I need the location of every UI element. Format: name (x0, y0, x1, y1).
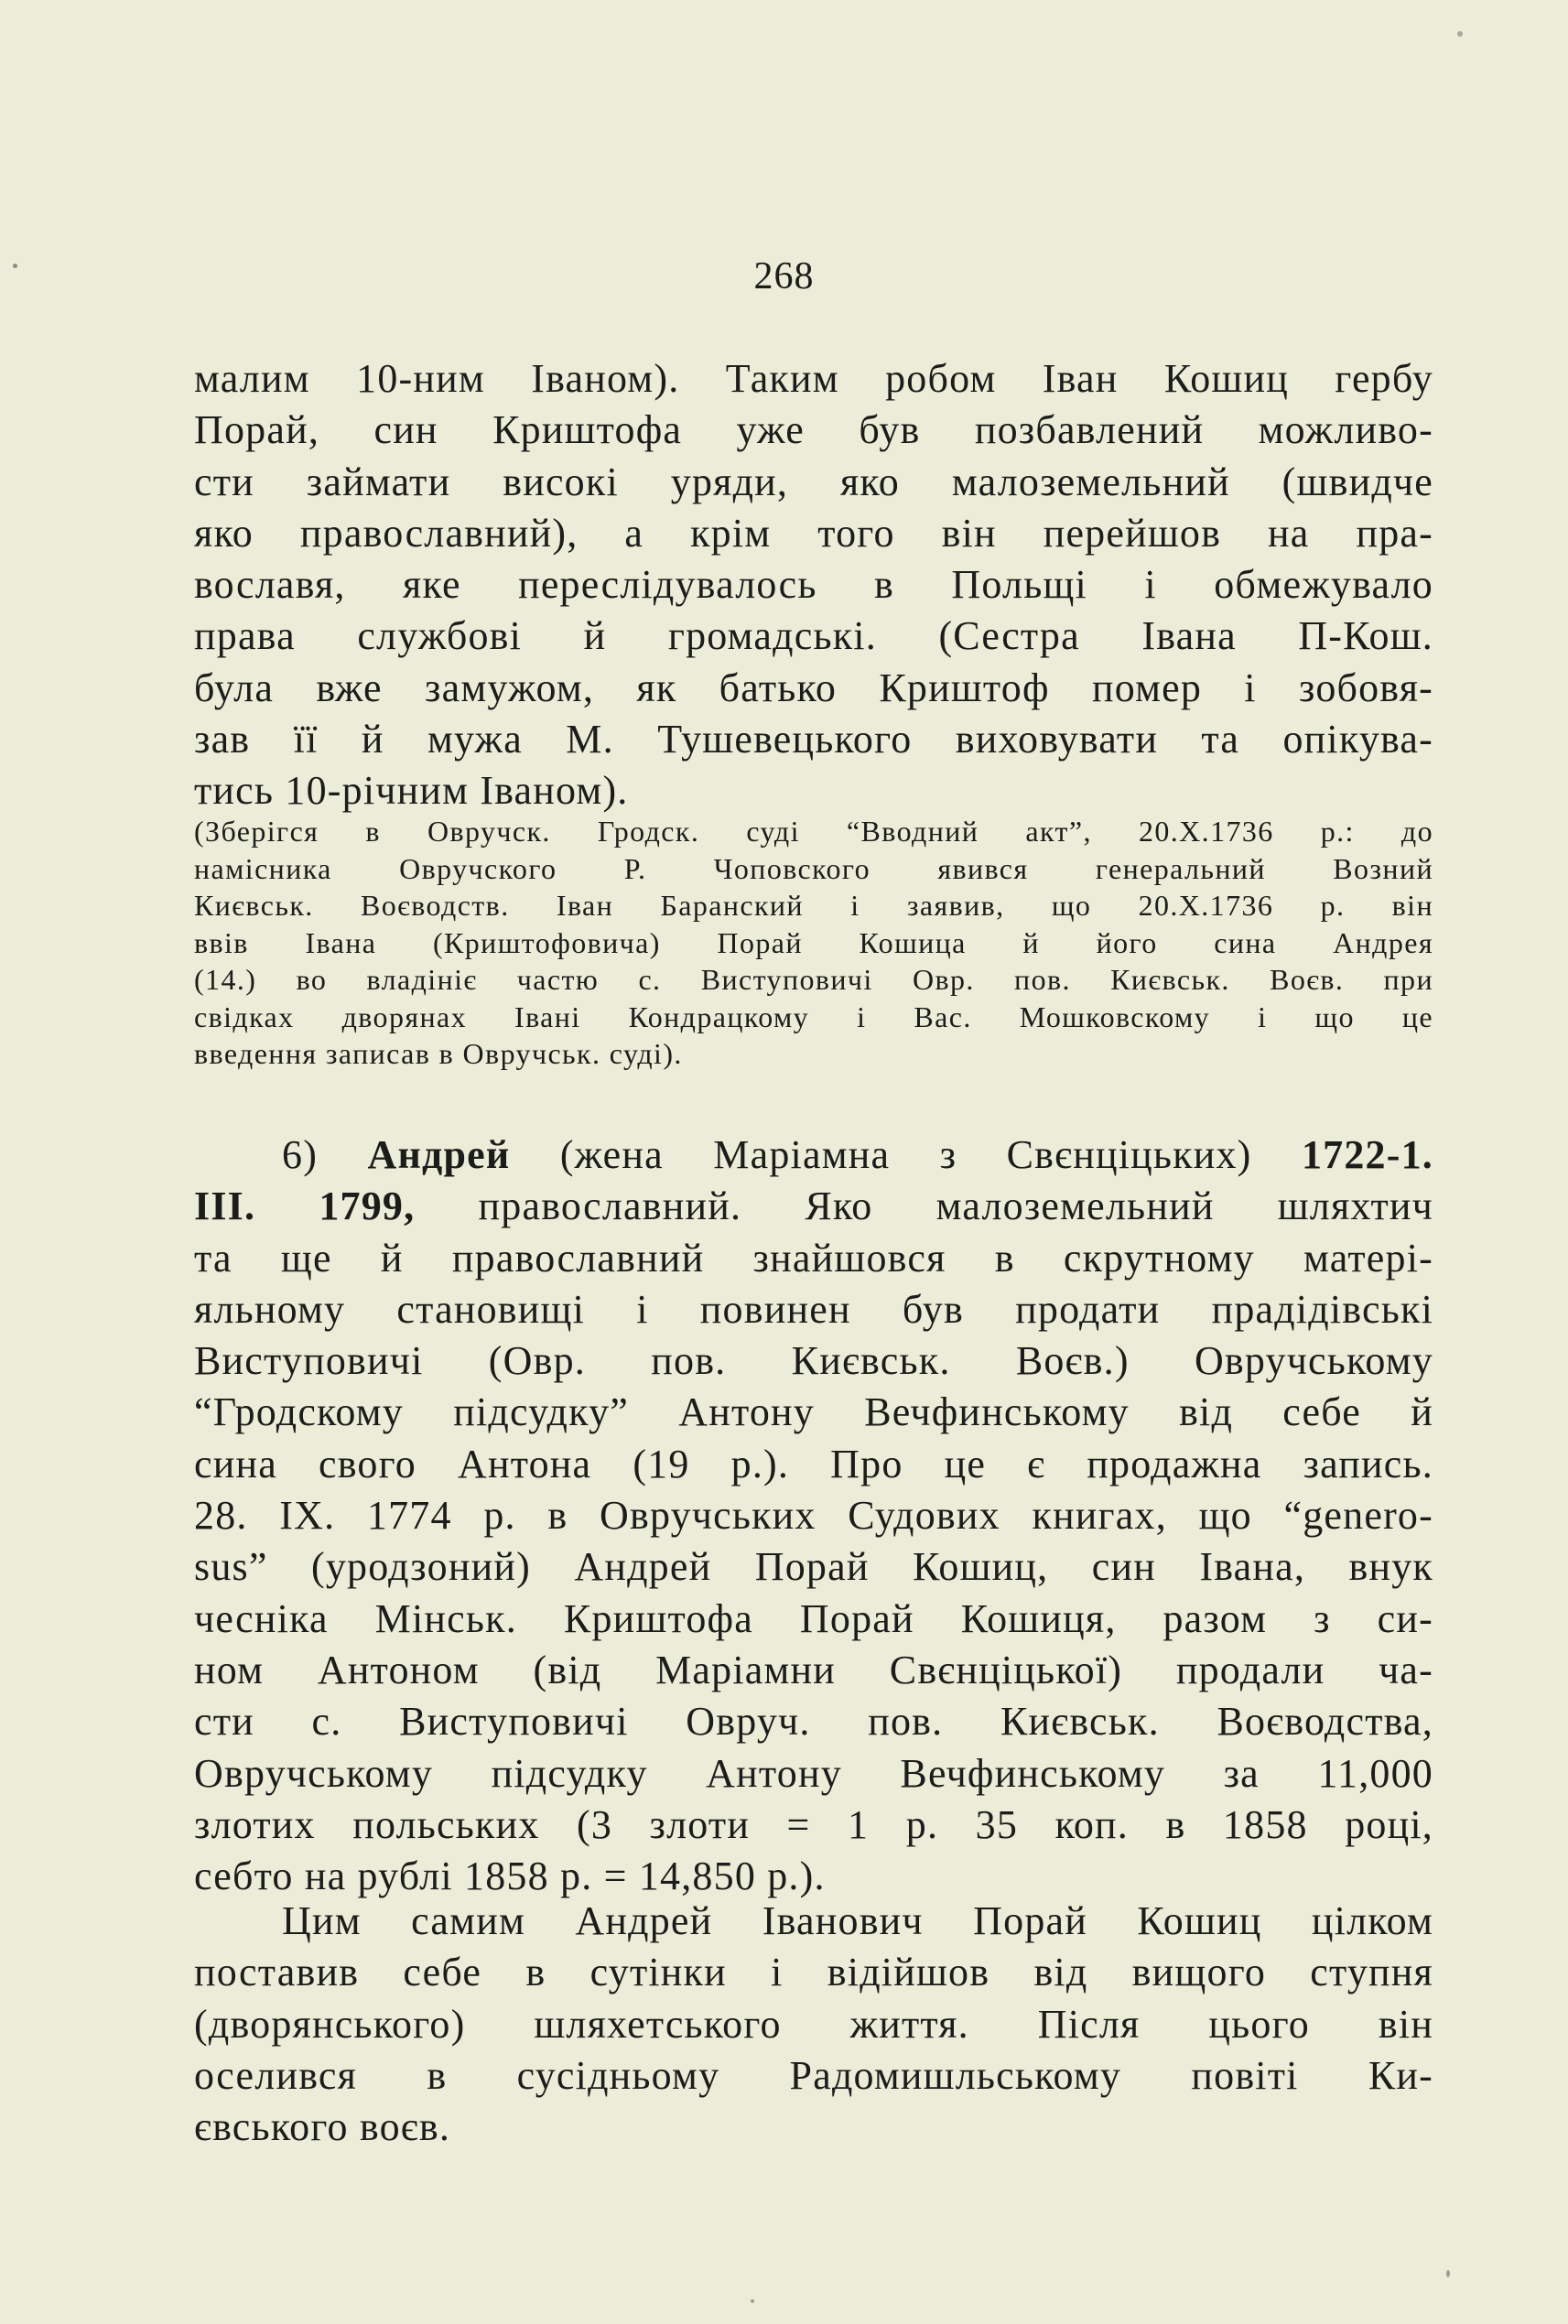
text-line: ном Антоном (від Маріамни Свєнціцької) продали ча- (194, 1647, 1433, 1692)
text-line: поставив себе в сутінки і відійшов від вищого ступня (194, 1950, 1433, 1995)
scan-speck (1446, 2270, 1450, 2277)
text-line: чесніка Мінськ. Криштофа Порай Кошиця, разом з си- (194, 1595, 1433, 1641)
text-line: вославя, яке переслідувалось в Польщі і обмежувало (194, 562, 1433, 608)
note-line: (14.) во владініє частю с. Виступовичі Овр. пов. Києвськ. Воєв. при (194, 963, 1433, 996)
note-line: намісника Овручского Р. Чоповского явився генеральний Возний (194, 851, 1433, 885)
life-dates-end: ІІІ. 1799, (194, 1184, 416, 1229)
note-line: свідках дворянах Івані Кондрацкому і Вас. Мошковскому і що це (194, 1000, 1433, 1033)
text-line: зав її й мужа М. Тушевецького виховувати та опікува- (194, 717, 1433, 762)
spouse-note: (жена Маріамна з Свєнціцьких) (559, 1132, 1252, 1177)
text-line: Цим самим Андрей Іванович Порай Кошиц цілком (282, 1898, 1433, 1943)
text-line: злотих польських (3 злоти = 1 р. 35 коп. в 1858 році, (194, 1801, 1433, 1847)
paragraph-3 (194, 1896, 1433, 2153)
archival-note (194, 813, 1433, 1073)
scan-speck (751, 2299, 754, 2303)
life-dates-start: 1722-1. (1301, 1132, 1433, 1177)
note-line: введення записав в Овручськ. суді). (194, 1037, 683, 1070)
text-line: малим 10-ним Іваном). Таким робом Іван Кошиц гербу (194, 356, 1433, 401)
text-line: євського воєв. (194, 2104, 451, 2150)
text-line: сина свого Антона (19 р.). Про це є продажна запись. (194, 1441, 1433, 1486)
text-line: “Гродскому підсудку” Антону Вечфинському від себе й (194, 1389, 1433, 1435)
text-line: яко православний), а крім того він перейшов на пра- (194, 510, 1433, 556)
entry-number: 6) (282, 1132, 319, 1177)
paragraph-1 (194, 353, 1433, 817)
text-line: була вже замужом, як батько Криштоф помер і зобовя- (194, 665, 1433, 710)
paragraph-2 (194, 1130, 1433, 1902)
note-line: (Зберігся в Овручск. Гродск. суді “Вводний акт”, 20.Х.1736 р.: до (194, 815, 1433, 848)
page-number: 268 (753, 255, 815, 297)
text-line: оселився в сусідньому Радомишльському повіті Ки- (194, 2052, 1433, 2098)
text-line: тись 10-річним Іваном). (194, 768, 629, 814)
note-line: ввів Івана (Криштофовича) Порай Кошица й його сина Андрея (194, 925, 1433, 959)
text-line: sus” (уродзоний) Андрей Порай Кошиц, син Івана, внук (194, 1544, 1433, 1590)
text-line: Виступовичі (Овр. пов. Києвськ. Воєв.) Овручському (194, 1338, 1433, 1384)
text-line: Овручському підсудку Антону Вечфинському за 11,000 (194, 1750, 1433, 1796)
scan-speck (13, 264, 17, 268)
text-line: сти займати високі уряди, яко малоземельний (швидче (194, 459, 1433, 504)
text-line: ІІІ. 1799, православний. Яко малоземельний шляхтич (194, 1184, 1434, 1229)
text-line (194, 1130, 1433, 1181)
text-line: себто на рублі 1858 р. = 14,850 р.). (194, 1854, 826, 1899)
note-line: Києвськ. Воєводств. Іван Баранский і заявив, що 20.Х.1736 р. він (194, 889, 1433, 922)
scan-speck (1457, 31, 1463, 37)
text-line: Порай, син Криштофа уже був позбавлений можливо- (194, 407, 1433, 453)
text-line: (дворянського) шляхетського життя. Після цього він (194, 2001, 1433, 2047)
text-line: та ще й православний знайшовся в скрутному матері- (194, 1235, 1433, 1281)
person-name: Андрей (367, 1132, 511, 1177)
text-line: сти с. Виступовичі Овруч. пов. Києвськ. Воєводства, (194, 1699, 1433, 1745)
text-line: 28. IX. 1774 р. в Овручських Судових книгах, що “genero- (194, 1493, 1433, 1539)
text-line: права службові й громадські. (Сестра Івана П-Кош. (194, 613, 1433, 659)
text-line: яльному становищі і повинен був продати прадідівські (194, 1286, 1433, 1332)
